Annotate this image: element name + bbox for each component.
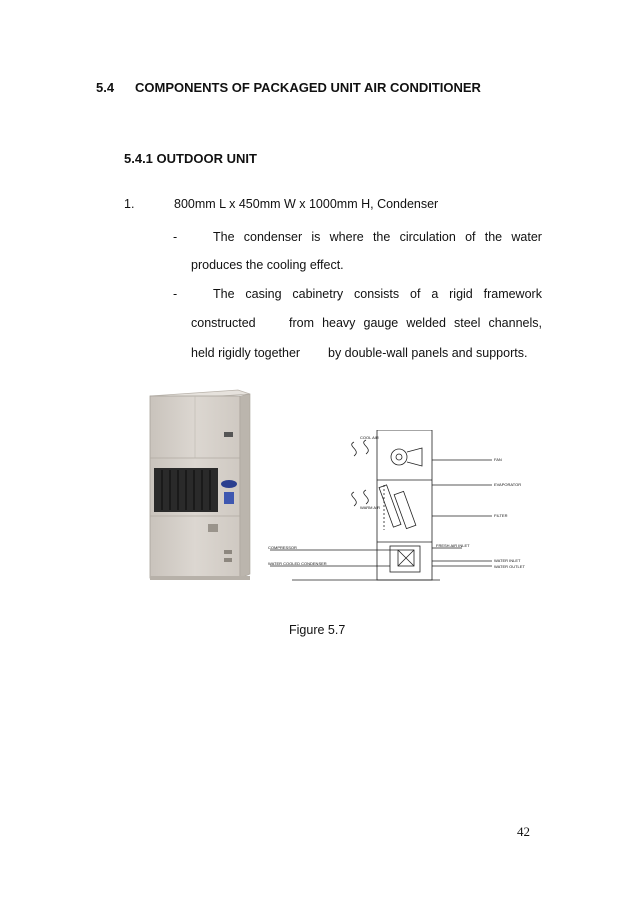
word: of: [465, 230, 476, 244]
word: of: [410, 287, 421, 301]
bullet-2-line-1: [213, 287, 542, 301]
label-warm-air: WARM AIR: [360, 505, 381, 510]
bullet-1-line-1: [213, 230, 542, 244]
label-water-inlet: WATER INLET: [494, 558, 521, 563]
section-title: COMPONENTS OF PACKAGED UNIT AIR CONDITIONER: [135, 80, 481, 95]
label-evaporator: EVAPORATOR: [494, 482, 522, 487]
word: where: [329, 230, 364, 244]
list-item-number: 1.: [124, 197, 135, 211]
word: condenser: [243, 230, 303, 244]
list-item-text: 800mm L x 450mm W x 1000mm H, Condenser: [174, 197, 439, 211]
bullet-2-line-2b: from heavy gauge welded steel channels,: [289, 316, 542, 330]
section-number: 5.4: [96, 80, 115, 95]
word: the: [372, 230, 391, 244]
bullet-2-line-3b: by double-wall panels and supports.: [328, 346, 528, 360]
bullet-2-line-3a: held rigidly together: [191, 346, 301, 360]
word: The: [213, 287, 235, 301]
word: circulation: [399, 230, 456, 244]
word: casing: [245, 287, 282, 301]
word: The: [213, 230, 235, 244]
schematic-diagram: [262, 430, 538, 582]
label-water-cooled-condenser: WATER COOLED CONDENSER: [268, 561, 327, 566]
word: cabinetry: [292, 287, 344, 301]
bullet-dash: -: [173, 230, 178, 244]
word: the: [484, 230, 503, 244]
label-compressor: COMPRESSOR: [268, 545, 297, 550]
word: consists: [354, 287, 400, 301]
figure-caption: Figure 5.7: [289, 623, 346, 637]
label-cool-air: COOL AIR: [360, 435, 379, 440]
label-fresh-air-inlet: FRESH AIR INLET: [436, 543, 470, 548]
word: is: [311, 230, 321, 244]
label-fan: FAN: [494, 457, 502, 462]
bullet-1-line-2: produces the cooling effect.: [191, 258, 344, 272]
bullet-dash: -: [173, 287, 178, 301]
page-number: 42: [517, 824, 530, 839]
packaged-unit-photo: [140, 388, 258, 590]
label-water-outlet: WATER OUTLET: [494, 564, 525, 569]
subsection-title: 5.4.1 OUTDOOR UNIT: [124, 151, 257, 166]
word: rigid: [449, 287, 473, 301]
word: water: [511, 230, 542, 244]
word: a: [431, 287, 439, 301]
word: framework: [483, 287, 542, 301]
bullet-2-line-2a: constructed: [191, 316, 256, 330]
label-filter: FILTER: [494, 513, 508, 518]
